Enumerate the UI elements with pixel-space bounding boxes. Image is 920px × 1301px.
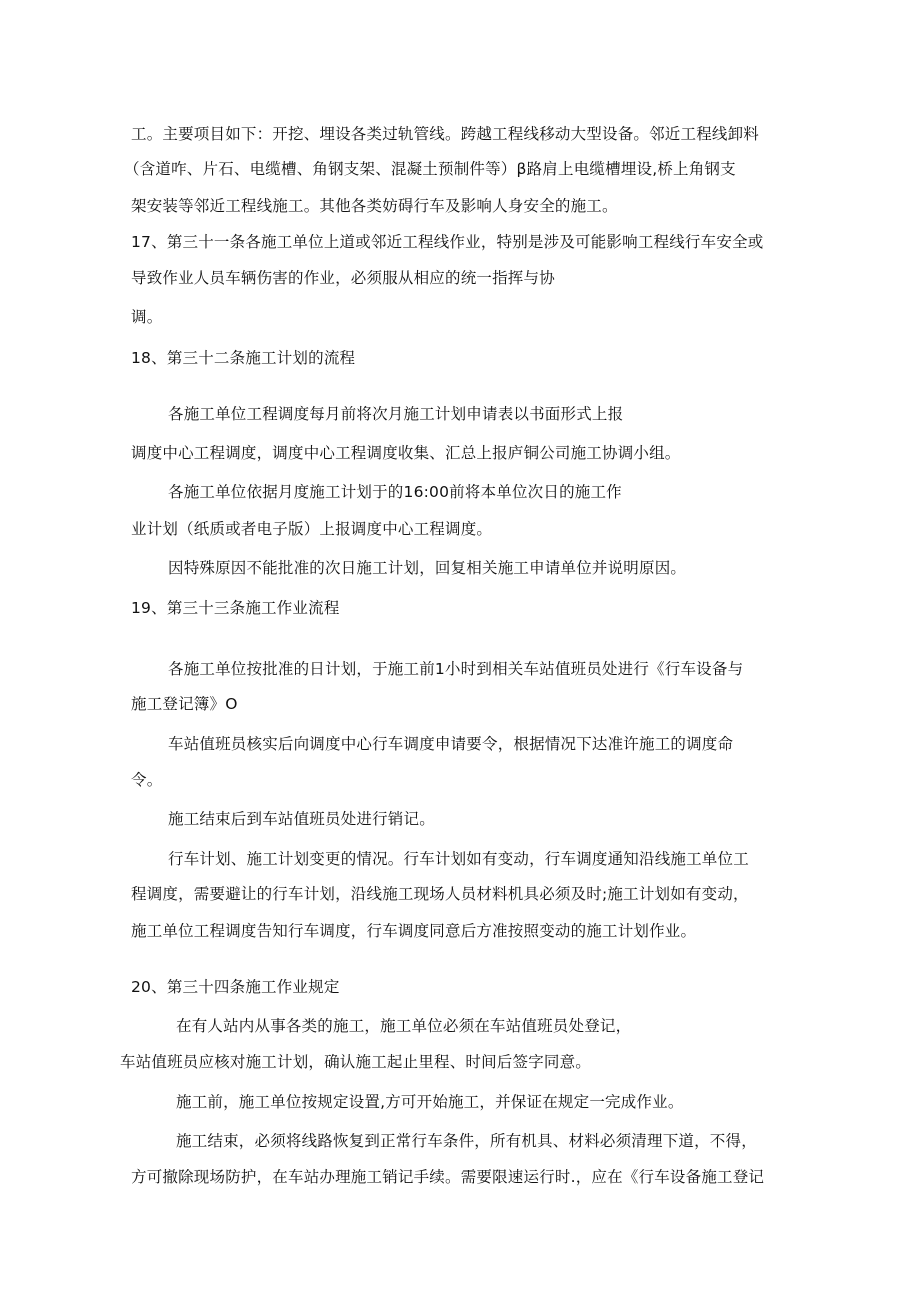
article-heading: 19、第三十三条施工作业流程 <box>131 599 340 617</box>
article-heading: 20、第三十四条施工作业规定 <box>131 978 340 996</box>
text-line: 调。 <box>131 308 163 326</box>
text-line: 行车计划、施工计划变更的情况。行车计划如有变动，行车调度通知沿线施工单位工 <box>168 850 749 868</box>
text-line: （含道咋、片石、电缆槽、角钢支架、混凝土预制件等）β路肩上电缆槽埋设,桥上角钢支 <box>124 160 736 178</box>
text-line: 各施工单位工程调度每月前将次月施工计划申请表以书面形式上报 <box>168 405 624 423</box>
text-line: 施工结束，必须将线路恢复到正常行车条件，所有机具、材料必须清理下道，不得， <box>176 1132 757 1150</box>
text-line: 施工前，施工单位按规定设置,方可开始施工，并保证在规定一完成作业。 <box>176 1093 684 1111</box>
text-line: 导致作业人员车辆伤害的作业，必须服从相应的统一指挥与协 <box>131 269 555 287</box>
text-line: 施工单位工程调度告知行车调度，行车调度同意后方准按照变动的施工计划作业。 <box>131 922 697 940</box>
text-line: 车站值班员应核对施工计划，确认施工起止里程、时间后签字同意。 <box>120 1053 592 1071</box>
text-line: 业计划（纸质或者电子版）上报调度中心工程调度。 <box>131 520 493 538</box>
text-line: 工。主要项目如下：开挖、埋设各类过轨管线。跨越工程线移动大型设备。邻近工程线卸料 <box>131 125 760 143</box>
article-heading: 18、第三十二条施工计划的流程 <box>131 349 356 367</box>
text-line: 架安装等邻近工程线施工。其他各类妨碍行车及影响人身安全的施工。 <box>131 197 618 215</box>
text-line: 施工结束后到车站值班员处进行销记。 <box>168 810 435 828</box>
text-line: 车站值班员核实后向调度中心行车调度申请要令，根据情况下达准许施工的调度命 <box>168 735 734 753</box>
text-line: 程调度，需要避让的行车计划，沿线施工现场人员材料机具必须及时;施工计划如有变动， <box>131 885 749 903</box>
text-line: 各施工单位按批准的日计划，于施工前1小时到相关车站值班员处进行《行车设备与 <box>168 660 744 678</box>
text-line: 施工登记簿》O <box>131 695 238 713</box>
text-line: 令。 <box>131 771 163 789</box>
text-line: 调度中心工程调度，调度中心工程调度收集、汇总上报庐铜公司施工协调小组。 <box>131 444 681 462</box>
text-line: 因特殊原因不能批准的次日施工计划，回复相关施工申请单位并说明原因。 <box>168 559 687 577</box>
text-line: 在有人站内从事各类的施工，施工单位必须在车站值班员处登记， <box>176 1017 632 1035</box>
article-heading: 17、第三十一条各施工单位上道或邻近工程线作业，特别是涉及可能影响工程线行车安全或 <box>131 233 764 251</box>
text-line: 方可撤除现场防护，在车站办理施工销记手续。需要限速运行时.，应在《行车设备施工登记 <box>131 1168 765 1186</box>
text-line: 各施工单位依据月度施工计划于的16:00前将本单位次日的施工作 <box>168 483 622 501</box>
